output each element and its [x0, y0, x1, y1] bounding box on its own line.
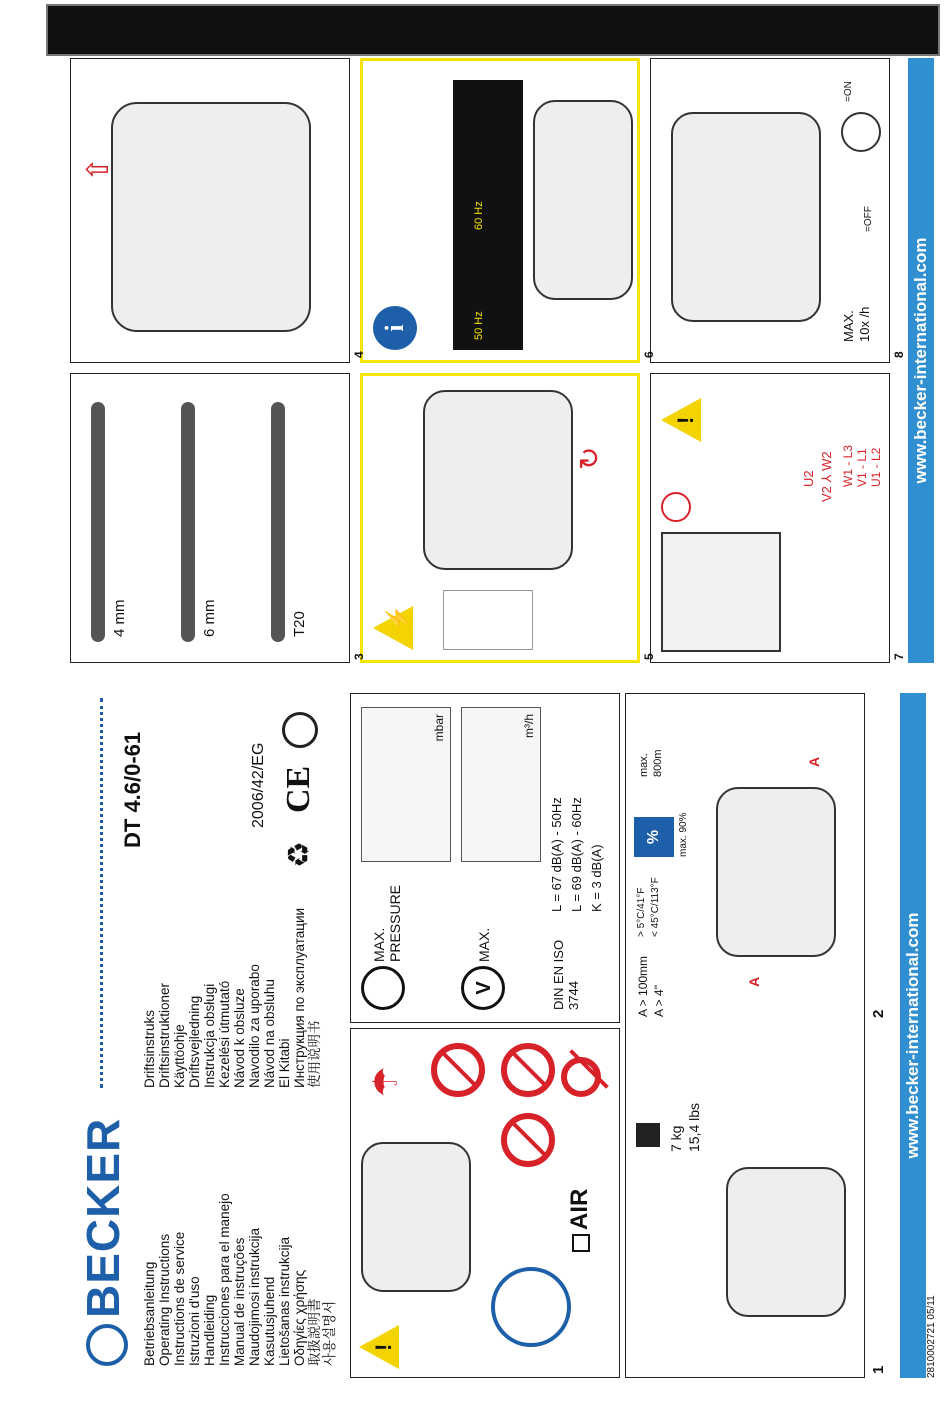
- no-fire-icon: [561, 1057, 601, 1097]
- tool-size-1: 4 mm: [111, 599, 128, 637]
- off-label: =OFF: [863, 206, 874, 232]
- website-strip-left: www.becker-international.com: [900, 693, 926, 1378]
- clearance-in: A > 4": [652, 985, 666, 1017]
- lang-item: El Kitabi: [277, 1038, 292, 1088]
- tool-size-3: T20: [291, 611, 308, 637]
- noise-50: L = 67 dB(A) - 50Hz: [549, 797, 564, 912]
- lang-item: Návod na obsluhu: [262, 979, 277, 1088]
- max-flow-label: MAX.: [476, 927, 492, 962]
- motor-illustration-4: [111, 102, 311, 332]
- panel-number-3: 3: [352, 653, 366, 660]
- lang-item: 使用说明书: [307, 1020, 322, 1088]
- no-explosive-icon: [501, 1043, 555, 1097]
- lang-item: Instructions de service: [172, 1231, 187, 1366]
- lang-item: Driftsinstruktioner: [157, 982, 172, 1088]
- lang-item: Käyttöohje: [172, 1024, 187, 1088]
- humidity-icon: %: [634, 817, 674, 857]
- flow-rating-plate: [461, 707, 541, 862]
- weight-icon: [636, 1123, 660, 1147]
- panel-5: [360, 373, 640, 663]
- lang-item: Driftsinstruks: [142, 1009, 157, 1088]
- flow-unit: m³/h: [522, 714, 536, 738]
- certification-seal-icon: [282, 712, 318, 748]
- noise-60: L = 69 dB(A) - 60Hz: [569, 797, 584, 912]
- motor-illustration-5: [423, 390, 573, 570]
- technician-icon: [443, 590, 533, 650]
- panel-1: [350, 1028, 620, 1378]
- language-list-2: [142, 908, 322, 1088]
- lang-item: Navodilo za uporabo: [247, 964, 262, 1088]
- no-hazard-icon: [431, 1043, 485, 1097]
- norm-label: DIN EN ISO 3744: [551, 939, 581, 1010]
- panel-6: [360, 58, 640, 363]
- ground-icon: [661, 492, 691, 522]
- lang-item: Instrucciones para el manejo: [217, 1193, 232, 1366]
- panel-7: [650, 373, 890, 663]
- temp-high: < 45°C/113°F: [650, 877, 661, 937]
- lang-item: Kezelési útmutató: [217, 980, 232, 1088]
- directive-text: 2006/42/EG: [250, 742, 267, 828]
- panel-number-2: 2: [870, 1009, 887, 1018]
- weight-kg: 7 kg: [668, 1125, 684, 1152]
- lang-item: Driftsvejledning: [187, 995, 202, 1088]
- info-icon: i: [373, 306, 417, 350]
- rotated-page: [60, 48, 940, 1388]
- weight-lbs: 15,4 lbs: [686, 1102, 702, 1152]
- brand-name: BECKER: [77, 1117, 129, 1318]
- warning-icon: !: [359, 1325, 399, 1369]
- motor-illustration-8: [671, 112, 821, 322]
- no-liquid-icon: [501, 1113, 555, 1167]
- title-block: [60, 688, 340, 1388]
- panel-number-1: 1: [870, 1365, 887, 1374]
- altitude-1: max.: [638, 753, 650, 777]
- hz60-label: 60 Hz: [473, 201, 485, 230]
- panel-number-8: 8: [892, 351, 906, 358]
- panel-1-2-lower: [625, 693, 865, 1378]
- language-list-1: [142, 1193, 337, 1366]
- warning-icon-7: !: [661, 398, 701, 442]
- winding-u2: U2: [801, 470, 816, 487]
- lang-item: Návod k obsluze: [232, 988, 247, 1088]
- winding-l2: U1 - L2: [869, 447, 883, 487]
- panel-4: [70, 58, 350, 363]
- dim-label-a1: A: [746, 976, 762, 987]
- website-strip-right: www.becker-international.com: [908, 58, 934, 663]
- motor-illustration-lift: [726, 1167, 846, 1317]
- max-cycles-2: 10x /h: [857, 306, 872, 342]
- lang-item: Operating Instructions: [157, 1233, 172, 1366]
- lang-item: Manual de instruções: [232, 1237, 247, 1366]
- lang-item: Betriebsanleitung: [142, 1261, 157, 1366]
- lang-item: 사용설명서: [322, 1300, 337, 1366]
- model-title: DT 4.6/0-61: [120, 731, 145, 848]
- winding-l3: W1 - L3: [841, 444, 855, 487]
- air-text: AIR: [566, 1188, 593, 1230]
- winding-l1: V1 - L1: [855, 448, 869, 487]
- electric-hazard-icon: ⚡: [373, 606, 413, 650]
- panel-2: [350, 693, 620, 1023]
- screwdriver-hex-icon: [181, 402, 195, 642]
- lang-item: Инструкция по эксплуатации: [292, 907, 307, 1088]
- switch-icon: [841, 112, 881, 152]
- motor-illustration-1: [361, 1142, 471, 1292]
- on-label: =ON: [843, 81, 854, 102]
- hz50-label: 50 Hz: [473, 311, 485, 340]
- panel-3: [70, 373, 350, 663]
- screwdriver-flat-icon: [91, 402, 105, 642]
- winding-v2w2: V2 ⅄ W2: [819, 451, 834, 502]
- arrow-up-icon: ⇧: [82, 156, 115, 182]
- motor-illustration-2: [716, 787, 836, 957]
- becker-logo: [76, 1118, 130, 1366]
- panel-number-7: 7: [892, 653, 906, 660]
- humidity-label: max. 90%: [678, 812, 689, 857]
- checkbox-icon: [572, 1234, 590, 1252]
- altitude-2: 800m: [652, 749, 664, 777]
- terminal-box: [661, 532, 781, 652]
- lang-item: Handleiding: [202, 1294, 217, 1366]
- umbrella-icon: ☂: [367, 1066, 405, 1097]
- lang-item: Kasutusjuhend: [262, 1276, 277, 1366]
- max-cycles-1: MAX.: [841, 310, 856, 342]
- dim-label-a2: A: [806, 756, 822, 767]
- clearance-mm: A > 100mm: [636, 955, 650, 1017]
- screwdriver-torx-icon: [271, 402, 285, 642]
- lang-item: Istruzioni d'uso: [187, 1276, 202, 1366]
- max-pressure-label: MAX. PRESSURE: [371, 884, 403, 962]
- document-code: 2810002721 05/11: [926, 1295, 937, 1378]
- lang-item: Lietošanas instrukcija: [277, 1236, 292, 1366]
- dotted-divider: [100, 698, 103, 1088]
- rating-plate-6: [453, 80, 523, 350]
- pressure-gauge-icon: [361, 966, 405, 1010]
- fan-icon: [491, 1267, 571, 1347]
- panel-8: [650, 58, 890, 363]
- motor-illustration-6: [533, 100, 633, 300]
- panel-number-6: 6: [642, 351, 656, 358]
- pressure-rating-plate: [361, 707, 451, 862]
- noise-k: K = 3 dB(A): [589, 844, 604, 912]
- lang-item: Οδηγίες χρήσης: [292, 1269, 307, 1366]
- pressure-unit: mbar: [432, 714, 446, 742]
- lang-item: Instrukcja obsługi: [202, 983, 217, 1088]
- ce-mark: CE: [280, 765, 317, 813]
- tool-size-2: 6 mm: [201, 599, 218, 637]
- temp-low: > 5°C/41°F: [636, 887, 647, 937]
- air-label: [566, 1189, 594, 1252]
- recycle-icon: ♻: [283, 841, 316, 868]
- lang-item: Naudojimosi instrukcija: [247, 1227, 262, 1366]
- flow-icon: V: [461, 966, 505, 1010]
- rotate-arrow-icon: ↻: [574, 446, 605, 470]
- logo-mark-icon: [86, 1324, 128, 1366]
- panel-number-5: 5: [642, 653, 656, 660]
- lang-item: 取扱説明書: [307, 1298, 322, 1366]
- panel-number-4: 4: [352, 351, 366, 358]
